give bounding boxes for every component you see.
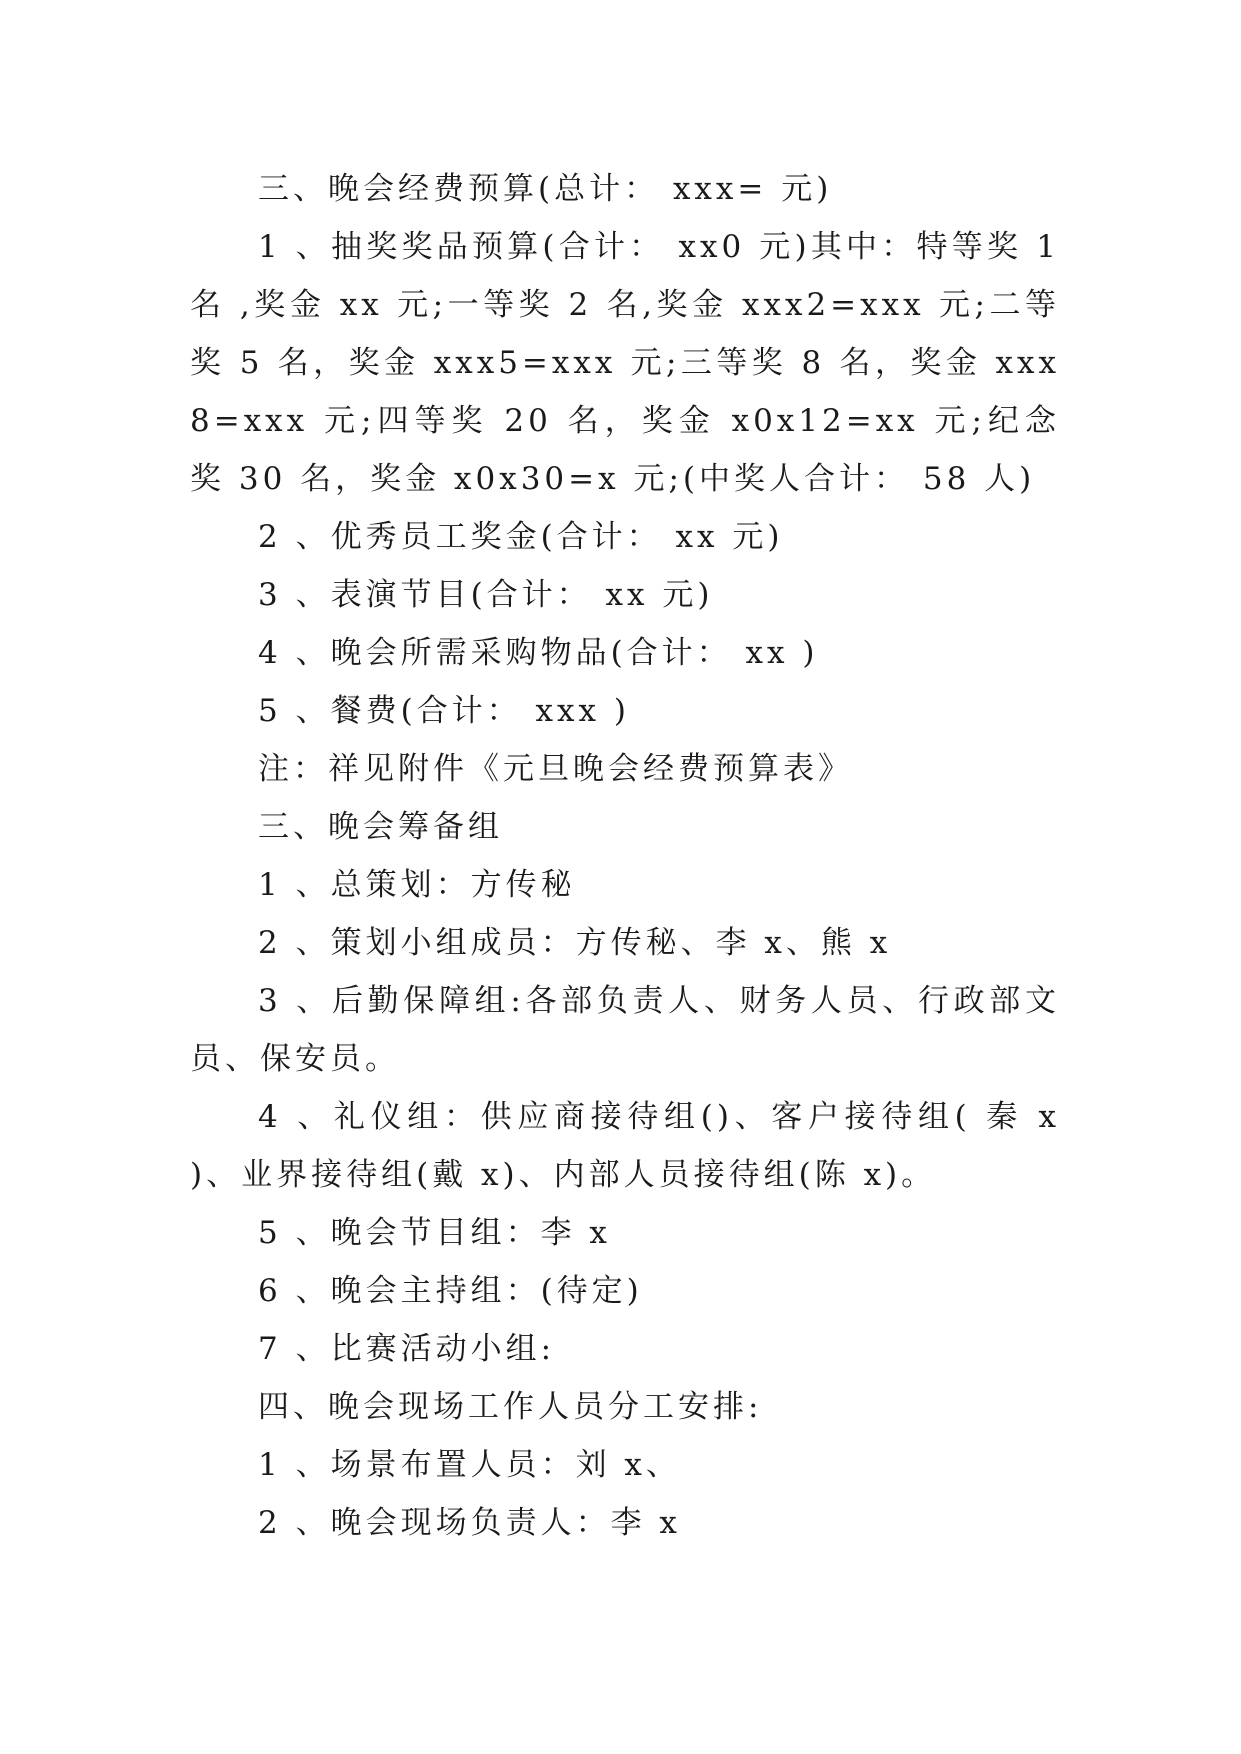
document-body: [190, 160, 1060, 1552]
paragraph-host-group: 6 、晚会主持组：(待定): [258, 1273, 643, 1309]
paragraph-performances: 3 、表演节目(合计： xx 元): [258, 577, 714, 613]
section-heading-budget: 三、晚会经费预算(总计： xxx= 元): [258, 171, 833, 207]
paragraph-logistics: 3 、后勤保障组:各部负责人、财务人员、行政部文员、保安员。: [190, 983, 1060, 1077]
paragraph-lottery-prizes: 1 、抽奖奖品预算(合计： xx0 元)其中：特等奖 1 名 ,奖金 xx 元;一等奖 2 名,奖金 xxx2=xxx 元;二等奖 5 名，奖金 xxx5=xxx 元;三等奖 8 名，奖金 xxx8=xxx 元;四等奖 20 名，奖金 x0x12=xx 元;纪念奖 30 名，奖金 x0x30=x 元;(中奖人合计： 58 人): [190, 229, 1060, 497]
paragraph-site-manager: 2 、晚会现场负责人：李 x: [258, 1505, 681, 1541]
paragraph-employee-bonus: 2 、优秀员工奖金(合计： xx 元): [258, 519, 784, 555]
paragraph-chief-planner: 1 、总策划：方传秘: [258, 867, 576, 903]
paragraph-purchases: 4 、晚会所需采购物品(合计： xx ): [258, 635, 819, 671]
paragraph-scene-setup: 1 、场景布置人员：刘 x、: [258, 1447, 681, 1483]
paragraph-etiquette: 4 、礼仪组：供应商接待组()、客户接待组( 秦 x )、业界接待组(戴 x)、内部人员接待组(陈 x)。: [190, 1099, 1060, 1193]
paragraph-meals: 5 、餐费(合计： xxx ): [258, 693, 630, 729]
section-heading-prep-group: 三、晚会筹备组: [258, 809, 503, 845]
section-heading-staff-assignment: 四、晚会现场工作人员分工安排:: [258, 1389, 763, 1425]
paragraph-note: 注：祥见附件《元旦晚会经费预算表》: [258, 751, 853, 787]
paragraph-contest-group: 7 、比赛活动小组:: [258, 1331, 556, 1367]
paragraph-program-group: 5 、晚会节目组：李 x: [258, 1215, 611, 1251]
paragraph-planning-members: 2 、策划小组成员：方传秘、李 x、熊 x: [258, 925, 892, 961]
